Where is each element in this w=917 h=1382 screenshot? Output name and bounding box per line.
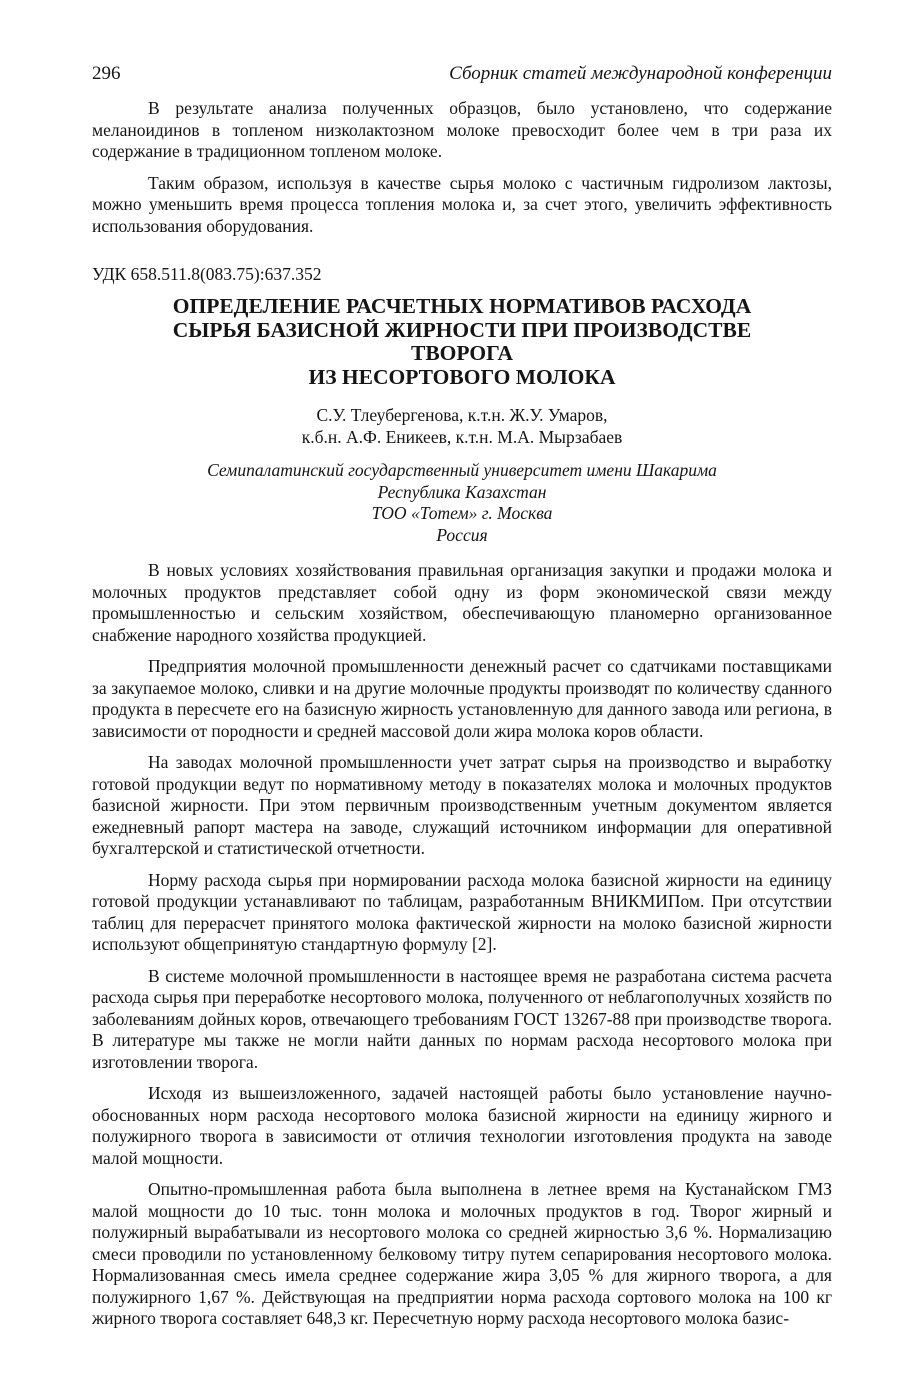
intro-paragraph: Таким образом, используя в качестве сырья молоко с частичным гидролизом лактозы, можно уменьшить время процесса топления молока и, за счет этого, увеличить эффективность использования оборудования. [92, 172, 832, 236]
affiliation-line: Семипалатинский государственный университет имени Шакарима [207, 460, 717, 480]
body-paragraph: Норму расхода сырья при нормировании расхода молока базисной жирности на единицу готовой продукции устанавливают по таблицам, разработанным ВНИКМИПом. При отсутствии таблиц для перерасчет принятого молока фактической жирности на молоко базисной жирности используют общепринятую стандартную формулу [2]. [92, 869, 832, 954]
affiliation-line: ТОО «Тотем» г. Москва [371, 503, 553, 523]
authors-line: к.б.н. А.Ф. Еникеев, к.т.н. М.А. Мырзабаев [301, 426, 623, 447]
title-line: ИЗ НЕСОРТОВОГО МОЛОКА [308, 364, 616, 389]
body-paragraph: В системе молочной промышленности в настоящее время не разработана система расчета расхода сырья при переработке несортового молока, полученного от неблагополучных хозяйств по заболеваниям дойных коров, отвечающего требованиям ГОСТ 13267-88 при производстве творога. В литературе мы также не могли найти данных по нормам расхода несортового молока при изготовлении творога. [92, 965, 832, 1072]
section-gap [92, 247, 832, 263]
body-paragraph: Предприятия молочной промышленности денежный расчет со сдатчиками поставщиками за закупаемое молоко, сливки и на другие молочные продукты производят по количеству сданного продукта в пересчете его на базисную жирность установленную для данного завода или региона, в зависимости от породности и средней массовой доли жира молока коров области. [92, 656, 832, 741]
body-paragraph: Опытно-промышленная работа была выполнена в летнее время на Кустанайском ГМЗ малой мощности до 10 тыс. тонн молока и молочных продуктов в год. Творог жирный и полужирный вырабатывали из несортового молока со средней жирностью 3,6 %. Нормализацию смеси проводили по установленному белковому титру путем сепарирования несортового молока. Нормализованная смесь имела среднее содержание жира 3,05 % для жирного творога, а для полужирного 1,67 %. Действующая на предприятии норма расхода сортового молока на 100 кг жирного творога составляет 648,3 кг. Пересчетную норму расхода несортового молока базис- [92, 1179, 832, 1328]
intro-paragraph: В результате анализа полученных образцов, было установлено, что содержание меланоидинов в топленом низколактозном молоке превосходит более чем в три раза их содержание в традиционном топленом молоке. [92, 98, 832, 161]
title-line: СЫРЬЯ БАЗИСНОЙ ЖИРНОСТИ ПРИ ПРОИЗВОДСТВЕ [172, 317, 752, 342]
title-line: ОПРЕДЕЛЕНИЕ РАСЧЕТНЫХ НОРМАТИВОВ РАСХОДА [172, 294, 752, 318]
authors-line: С.У. Тлеубергенова, к.т.н. Ж.У. Умаров, [316, 405, 608, 425]
article-affiliation [92, 460, 832, 546]
article-authors [92, 405, 832, 448]
running-title: Сборник статей международной конференции [449, 63, 832, 84]
affiliation-line: Республика Казахстан [377, 481, 547, 502]
affiliation-line: Россия [436, 524, 488, 545]
body-paragraph: В новых условиях хозяйствования правильная организация закупки и продажи молока и молочных продуктов представляет собой одну из форм экономической связи между промышленностью и сельским хозяйством, обеспечивающую планомерно организованное снабжение народного хозяйства продукцией. [92, 560, 832, 645]
title-line: ТВОРОГА [411, 341, 513, 365]
udk-code: УДК 658.511.8(083.75):637.352 [92, 264, 322, 284]
body-paragraph: На заводах молочной промышленности учет затрат сырья на производство и выработку готовой продукции ведут по нормативному методу в показателях молока и молочных продуктов базисной жирности. При этом первичным производственным учетным документом является ежедневный рапорт мастера на заводе, служащий источником информации для оперативной бухгалтерской и статистической отчетности. [92, 752, 832, 858]
article-title [92, 295, 832, 389]
page-body [92, 98, 832, 1340]
body-paragraph: Исходя из вышеизложенного, задачей настоящей работы было установление научно-обоснованных норм расхода несортового молока базисной жирности на единицу жирного и полужирного творога в зависимости от отличия технологии изготовления продукта на заводе малой мощности. [92, 1083, 832, 1168]
page-number: 296 [92, 63, 121, 84]
page-header [92, 60, 832, 88]
